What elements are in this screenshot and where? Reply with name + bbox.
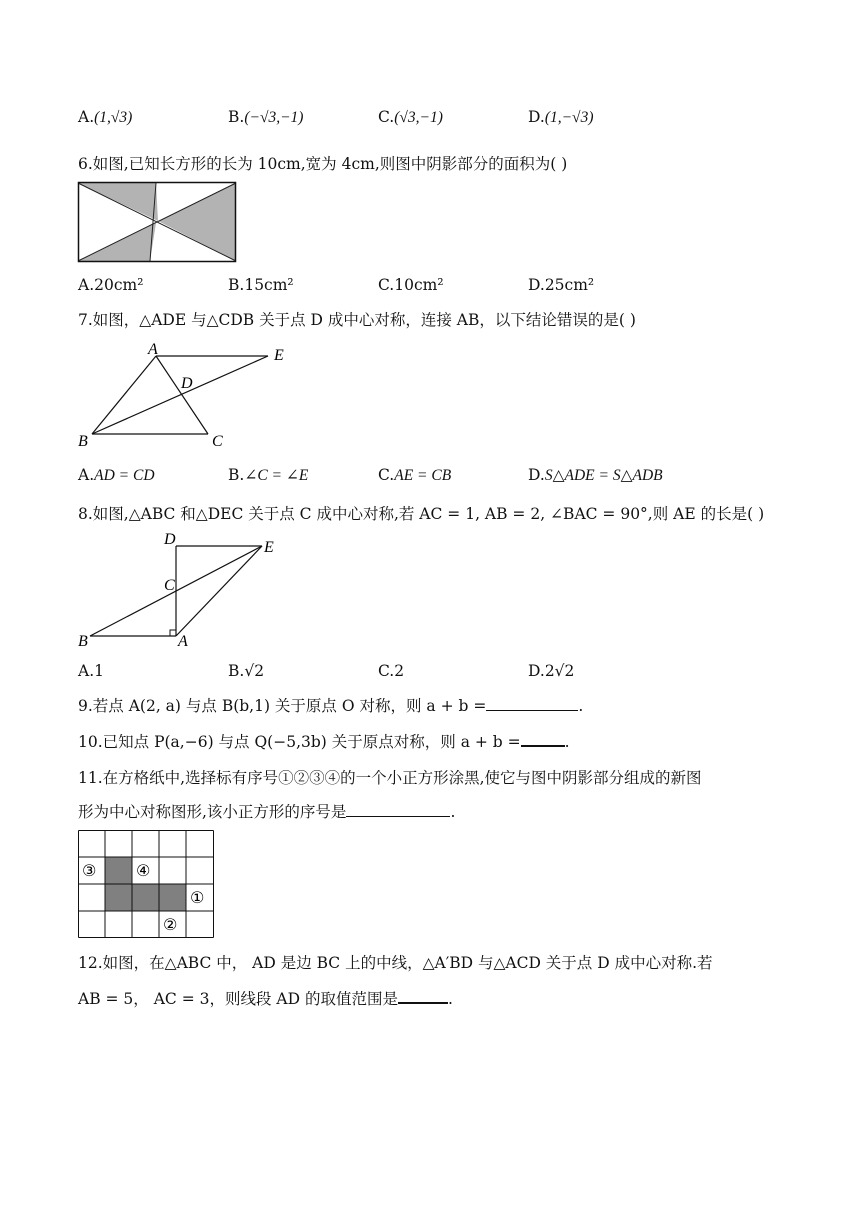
- q6-stem: 6.如图,已知长方形的长为 10cm,宽为 4cm,则图中阴影部分的面积为( ): [78, 155, 568, 173]
- q7-label-b: B: [78, 433, 88, 450]
- q8-option-d: D.2√2: [528, 662, 575, 680]
- q7-label-e: E: [274, 347, 284, 364]
- q5-option-c: C.(√3,−1): [378, 108, 443, 126]
- q6-option-a: A.20cm²: [78, 276, 144, 294]
- q8-figure: [78, 532, 298, 650]
- q11-cell-2: ②: [163, 915, 178, 934]
- q7-option-d: D.S△ADE = S△ADB: [528, 466, 663, 484]
- q9-end: .: [578, 697, 584, 715]
- q7-label-c: C: [212, 433, 223, 450]
- q7-option-c: C.AE = CB: [378, 466, 452, 484]
- q8-label-d: D: [164, 531, 176, 548]
- q6-option-c: C.10cm²: [378, 276, 444, 294]
- q7-stem: 7.如图，△ADE 与△CDB 关于点 D 成中心对称，连接 AB，以下结论错误的是( ): [78, 311, 636, 329]
- q10-answer-blank[interactable]: [521, 731, 565, 747]
- q11-line1: 11.在方格纸中,选择标有序号①②③④的一个小正方形涂黑,使它与图中阴影部分组成的新图: [78, 769, 702, 787]
- q8-label-a: A: [178, 633, 188, 650]
- q10-stem: 10.已知点 P(a,−6) 与点 Q(−5,3b) 关于原点对称，则 a + b =: [78, 733, 521, 751]
- q8-label-c: C: [164, 577, 175, 594]
- q11-grid-figure: [78, 830, 214, 938]
- q8-label-b: B: [78, 633, 88, 650]
- q7-option-a: A.AD = CD: [78, 466, 155, 484]
- q6-rectangle-figure: [78, 182, 236, 262]
- q7-triangle-figure: [78, 340, 298, 452]
- q11-cell-3: ③: [82, 861, 97, 880]
- q6-option-d: D.25cm²: [528, 276, 595, 294]
- q11-stem: 形为中心对称图形,该小正方形的序号是: [78, 803, 347, 821]
- q8-option-a: A.1: [78, 662, 104, 680]
- q8-stem: 8.如图,△ABC 和△DEC 关于点 C 成中心对称,若 AC = 1, AB = 2, ∠BAC = 90°,则 AE 的长是( ): [78, 505, 765, 523]
- q7-label-d: D: [181, 375, 193, 392]
- q8-option-c: C.2: [378, 662, 405, 680]
- q12-stem: AB = 5， AC = 3，则线段 AD 的取值范围是: [78, 990, 398, 1008]
- q9-line: [78, 694, 583, 716]
- q8-option-b: B.√2: [228, 662, 265, 680]
- q5-option-a: A.(1,√3): [78, 108, 133, 126]
- q11-end: .: [450, 803, 456, 821]
- q5-option-d: D.(1,−√3): [528, 108, 594, 126]
- q11-cell-1: ①: [190, 888, 205, 907]
- q11-line2: [78, 800, 455, 822]
- q10-end: .: [564, 733, 570, 751]
- q6-option-b: B.15cm²: [228, 276, 294, 294]
- q7-option-b: B.∠C = ∠E: [228, 466, 309, 484]
- q12-answer-blank[interactable]: [398, 988, 448, 1004]
- q8-label-e: E: [264, 539, 274, 556]
- q12-line2: [78, 987, 453, 1009]
- q11-cell-4: ④: [136, 861, 151, 880]
- q12-end: .: [447, 990, 453, 1008]
- q5-option-b: B.(−√3,−1): [228, 108, 304, 126]
- q11-answer-blank[interactable]: [346, 802, 450, 817]
- q7-label-a: A: [148, 341, 158, 358]
- q10-line: [78, 730, 570, 752]
- q12-line1: 12.如图，在△ABC 中， AD 是边 BC 上的中线，△A′BD 与△ACD 关于点 D 成中心对称.若: [78, 954, 713, 972]
- q6-shaded-right: [158, 183, 236, 261]
- q9-stem: 9.若点 A(2, a) 与点 B(b,1) 关于原点 O 对称，则 a + b =: [78, 697, 487, 715]
- q9-answer-blank[interactable]: [486, 696, 578, 711]
